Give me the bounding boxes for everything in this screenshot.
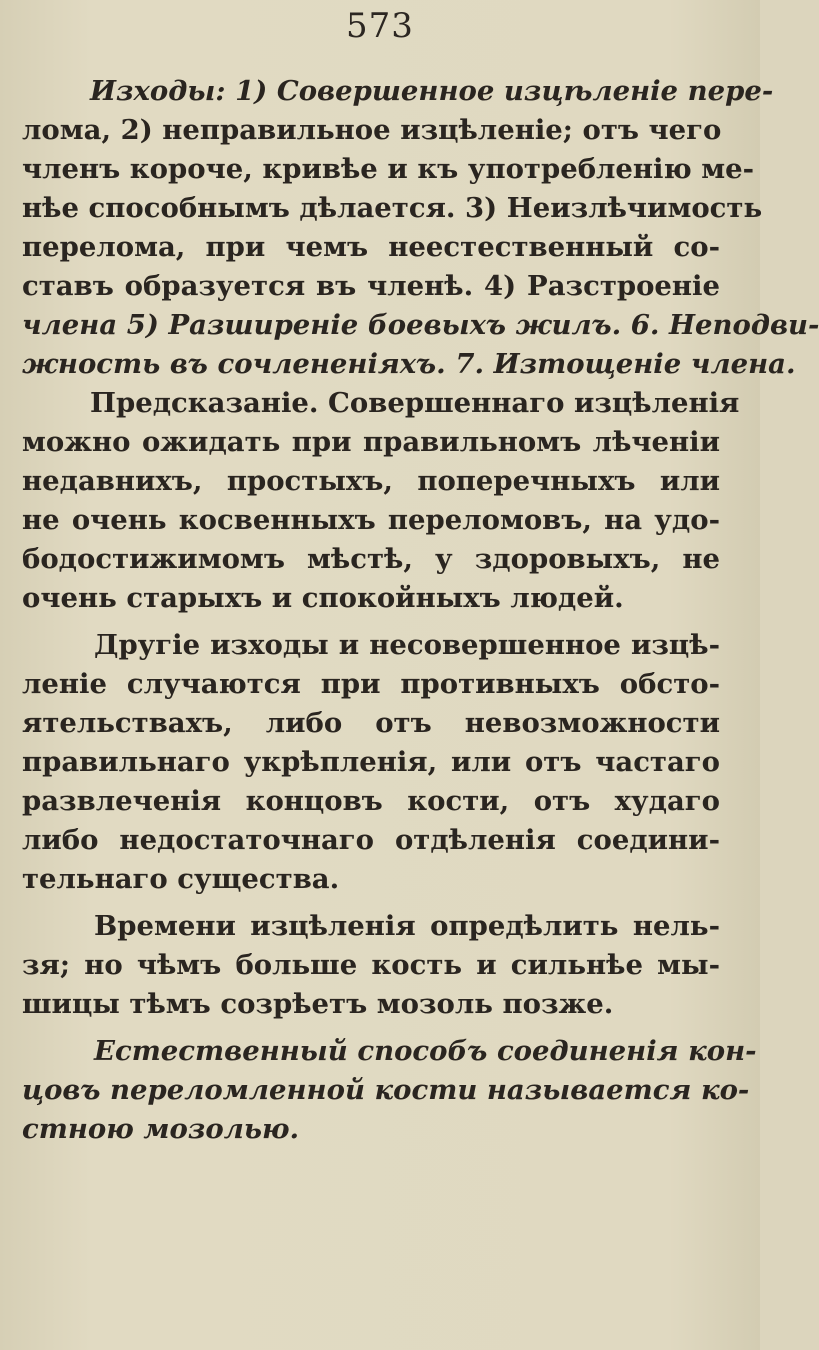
text-line: членъ короче, кривѣе и къ употребленію ме- <box>22 153 755 185</box>
text-line: недавнихъ, простыхъ, поперечныхъ или <box>22 465 720 497</box>
text-line: члена 5) Разширеніе боевыхъ жилъ. 6. Неподви- <box>22 309 819 341</box>
text-line: очень старыхъ и спокойныхъ людей. <box>22 582 624 614</box>
text-line: развлеченія концовъ кости, отъ худаго <box>22 785 720 817</box>
text-line: ятельствахъ, либо отъ невозможности <box>22 707 720 739</box>
text-line: Другіе изходы и несовершенное изцѣ- <box>94 629 720 661</box>
paragraph-other-outcomes <box>22 626 720 899</box>
page-body <box>22 72 819 1149</box>
text-line: не очень косвенныхъ переломовъ, на удо- <box>22 504 720 536</box>
paragraph-prognosis <box>22 384 740 618</box>
text-line: перелома, при чемъ неестественный со- <box>22 231 720 263</box>
text-line: нѣе способнымъ дѣлается. 3) Неизлѣчимость <box>22 192 763 224</box>
text-line: стною мозолью. <box>22 1113 300 1145</box>
text-line: бодостижимомъ мѣстѣ, у здоровыхъ, не <box>22 543 720 575</box>
text-line: Изходы: 1) Совершенное изцѣленіе пере- <box>90 75 774 107</box>
text-line: тельнаго существа. <box>22 863 340 895</box>
text-line: либо недостаточнаго отдѣленія соедини- <box>22 824 720 856</box>
paragraph-callus <box>22 1032 757 1149</box>
text-line: леніе случаются при противныхъ обсто- <box>22 668 720 700</box>
text-line: ставъ образуется въ членѣ. 4) Разстроеніе <box>22 270 720 302</box>
text-line: правильнаго укрѣпленія, или отъ частаго <box>22 746 720 778</box>
text-line: Времени изцѣленія опредѣлить нель- <box>94 910 720 942</box>
text-line: жность въ сочлененіяхъ. 7. Изтощеніе члена. <box>22 348 796 380</box>
text-line: Естественный способъ соединенія кон- <box>94 1035 757 1067</box>
text-line: цовъ переломленной кости называется ко- <box>22 1074 750 1106</box>
text-line: можно ожидать при правильномъ лѣченіи <box>22 426 720 458</box>
text-line: Предсказаніе. Совершеннаго изцѣленія <box>90 387 740 419</box>
paragraph-outcomes <box>22 72 819 384</box>
text-line: зя; но чѣмъ больше кость и сильнѣе мы- <box>22 949 720 981</box>
text-line: шицы тѣмъ созрѣетъ мозоль позже. <box>22 988 614 1020</box>
paragraph-healing-time <box>22 907 720 1024</box>
text-line: лома, 2) неправильное изцѣленіе; отъ чего <box>22 114 722 146</box>
page-number: 573 <box>346 6 414 46</box>
